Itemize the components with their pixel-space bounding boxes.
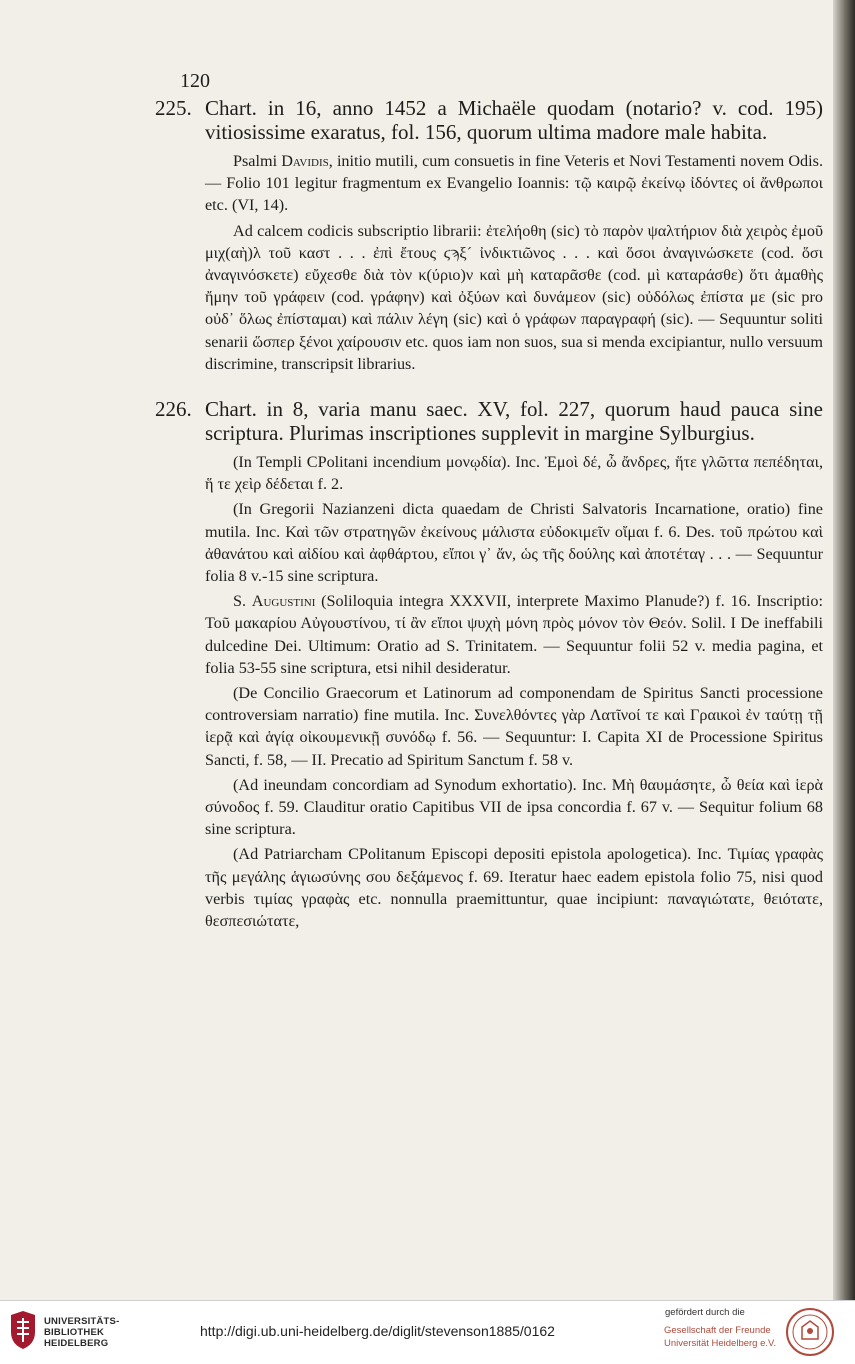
entry-paragraph [155, 498, 823, 587]
entry-heading-text: Chart. in 8, varia manu saec. XV, fol. 227, quorum haud pauca sine scriptura. Plurimas inscriptiones supplevit in margine Sylburgius. [205, 397, 823, 446]
para-text: (In Templi CPolitani incendium μονῳδία). Inc. Ἐμοὶ δέ, ὦ ἄνδρες, ἥτε γλῶττα πεπέδηται, ἥ τε χεὶρ δέδεται f. 2. [205, 453, 823, 494]
entry-paragraph [155, 590, 823, 679]
supported-by-label: gefördert durch die [665, 1307, 745, 1318]
entry-heading-text: Chart. in 16, anno 1452 a Michaële quodam (notario? v. cod. 195) vitiosissime exaratus, fol. 156, quorum ultima madore male habita. [205, 96, 823, 144]
para-text: (De Concilio Graecorum et Latinorum ad componendam de Spiritus Sancti processione controversiam narratio) fine mutila. Inc. Συνελθόντες γὰρ Λατῖνοί τε καὶ Γραικοὶ ἐν ταύτῃ τῇ ἱερᾷ καὶ ἁγίᾳ οἰκουμενικῇ συνόδῳ f. 56. — Sequuntur: I. Capita XI de Processione Spiritus Sancti, f. 58, — II. Precatio ad Spiritum Sanctum f. 58 v. [205, 684, 823, 769]
entry-number: 226. [155, 397, 192, 422]
entry-paragraph [155, 150, 823, 217]
catalog-entry [155, 397, 823, 932]
entry-paragraph [155, 774, 823, 841]
library-name-line: BIBLIOTHEK [44, 1327, 105, 1338]
society-name-line: Universität Heidelberg e.V. [664, 1338, 777, 1349]
entry-heading [155, 397, 823, 445]
entry-paragraph [155, 220, 823, 375]
para-text: (Soliloquia integra XXXVII, interprete Maximo Planude?) f. 16. Inscriptio: Τοῦ μακαρίου Αὐγουστίνου, τί ἂν εἴποι ψυχὴ μόνη πρὸς μόνον τὸν Θεόν. Solil. I De ineffabili dulcedine Dei. Ultimum: Oratio ad S. Trinitatem. — Sequuntur folii 52 v. media pagina, et folia 53-55 sine scriptura, etsi nihil desideratur. [205, 592, 823, 677]
author-name: Davidis [281, 152, 329, 170]
library-name-line: HEIDELBERG [44, 1338, 109, 1349]
catalog-entry [155, 96, 823, 375]
entry-number: 225. [155, 96, 192, 120]
entry-paragraph [155, 843, 823, 932]
para-text: , initio mutili, cum consuetis in fine Veteris et Novi Testamenti novem Odis. — Folio 101 legitur fragmentum ex Evangelio Ioannis: τῷ καιρῷ ἐκείνῳ ἰδόντες οἱ ἄνθρωποι etc. (VI, 14). [205, 152, 823, 215]
para-text: (Ad ineundam concordiam ad Synodum exhortatio). Inc. Μὴ θαυμάσητε, ὦ θεία καὶ ἱερὰ σύνοδος f. 59. Clauditur oratio Capitibus VII de ipsa concordia f. 67 v. — Sequitur folium 68 sine scriptura. [205, 775, 823, 839]
author-name: Augustini [251, 592, 316, 611]
book-spine-shadow [833, 0, 855, 1300]
page-number: 120 [180, 70, 210, 92]
para-lead: Psalmi [233, 152, 282, 170]
permalink-url[interactable]: http://digi.ub.uni-heidelberg.de/diglit/stevenson1885/0162 [200, 1323, 555, 1339]
university-seal-icon [785, 1307, 835, 1357]
society-name [664, 1324, 776, 1350]
para-lead: S. [233, 592, 252, 611]
para-text: (Ad Patriarcham CPolitanum Episcopi depositi epistola apologetica). Inc. Τιμίας γραφὰς τῆς μεγάλης ἁγιωσύνης σου δεξάμενος f. 69. Iteratur haec eadem epistola folio 75, nisi quod verbis τιμίας γραφὰς etc. nonnulla praemittuntur, quae incipiunt: παναγιώτατε, θειότατε, θεσπεσιώτατε, [205, 845, 823, 931]
university-library-logo-icon [8, 1310, 38, 1350]
para-text: (In Gregorii Nazianzeni dicta quaedam de Christi Salvatoris Incarnatione, oratio) fine mutila. Inc. Καὶ τῶν στρατηγῶν ἐκείνους μάλιστα εὐδοκιμεῖν οἴμαι f. 6. Des. τοῦ πρώτου καὶ ἀθανάτου καὶ αἰδίου καὶ ἀφθάρτου, εἴποι γ᾽ ἄν, ὡς τῆς δούλης καὶ ἀποτέταγ . . . — Sequuntur folia 8 v.-15 sine scriptura. [205, 500, 823, 586]
entry-paragraph [155, 682, 823, 771]
society-name-line: Gesellschaft der Freunde [664, 1325, 771, 1336]
catalog-text [155, 96, 823, 954]
entry-paragraph [155, 451, 823, 495]
para-text: Ad calcem codicis subscriptio librarii: ἐτελήοθη (sic) τὸ παρὸν ψαλτήριον διὰ χειρὸς ἐμοῦ μιχ(αὴ)λ τοῦ καστ . . . ἐπὶ ἔτους ϛϡξ´ ἰνδικτιῶνος . . . καὶ ὅσοι ἀναγινώσκετε (cod. ὅσι ἀναγινόσκετε) εὔχεσθε διὰ τὸν κ(ύριο)ν καὶ μὴ καταρᾶσθε (cod. μὶ καταράσθε) ὅτι ἀμαθὴς ἤμην τοῦ γράφειν (cod. γράφην) καὶ ὀξύων καὶ δυνάμεον (sic) οὐδόλως ἐπίστα με (sic pro οὐδ᾽ ὅλως ἐπίσταμαι) καὶ πάλιν λέγη (sic) καὶ ὁ γράφων παραγραφή (sic). — Sequuntur soliti senarii ὥσπερ ξένοι χαίρουσιν etc. quos iam non suos, sua si menda excipiantur, nullo versuum discrimine, transcripsit librarius. [205, 221, 823, 373]
entry-heading [155, 96, 823, 144]
library-name-line: UNIVERSITÄTS- [44, 1316, 120, 1327]
footer-bar [0, 1300, 855, 1364]
library-name [44, 1316, 119, 1349]
